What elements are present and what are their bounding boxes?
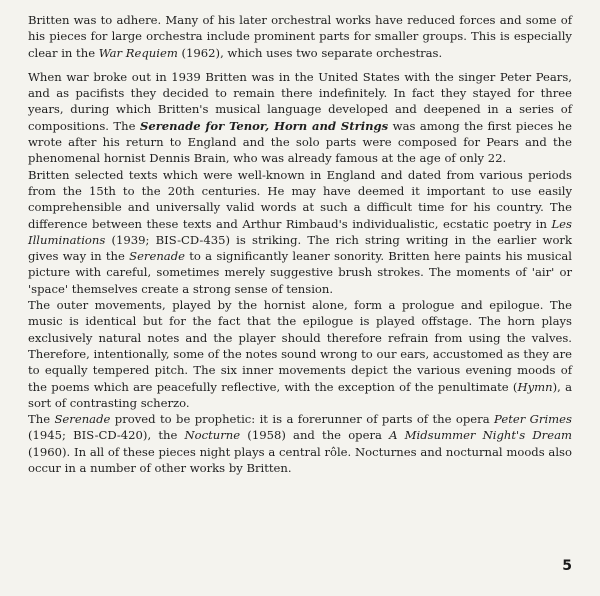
work-title: Serenade bbox=[54, 412, 111, 427]
work-title: Les Illuminations bbox=[28, 216, 572, 247]
paragraph-text: proved to be prophetic: it is a forerunner of parts of the opera bbox=[110, 412, 495, 427]
paragraph-text: (1960). In all of these pieces night plays a central rôle. Nocturnes and nocturnal moods also occur in a number of other works by Britten. bbox=[28, 444, 572, 476]
movement-title: Hymn bbox=[517, 379, 553, 394]
paragraph-text: When war broke out in 1939 Britten was in the United States with the singer Peter Pears, and as pacifists they decided to remain there indefinitely. In fact they stayed for three years, during which Britten's musical language developed and deepened in a series of compositions. The bbox=[28, 69, 572, 133]
paragraph bbox=[28, 167, 572, 297]
paragraph-text: was among the first pieces he wrote after his return to England and the solo parts were composed for Pears and the phenomenal hornist Dennis Brain, who was already famous at the age of only 22. bbox=[28, 118, 572, 166]
paragraph-text: The bbox=[28, 412, 55, 427]
paragraph-text: to a significantly leaner sonority. Britten here paints his musical picture with careful, sometimes merely suggestive brush strokes. The moments of 'air' or 'space' themselves create a strong sense of tension. bbox=[28, 249, 572, 296]
paragraph-text: (1958) and the opera bbox=[240, 428, 390, 443]
paragraph bbox=[28, 411, 572, 476]
work-title: Nocturne bbox=[184, 428, 241, 443]
page-number: 5 bbox=[562, 558, 572, 574]
work-title: War Requiem bbox=[98, 45, 178, 60]
paragraph-text: (1962), which uses two separate orchestras. bbox=[177, 45, 443, 60]
paragraph-text: ), a sort of contrasting scherzo. bbox=[28, 379, 572, 410]
paragraph bbox=[28, 12, 572, 61]
paragraph bbox=[28, 297, 572, 411]
paragraph-text: Britten was to adhere. Many of his later orchestral works have reduced forces and some of his pieces for large orchestra include prominent parts for smaller groups. This is especially clear in the bbox=[28, 13, 572, 60]
paragraph bbox=[28, 69, 572, 167]
paragraph-text: Britten selected texts which were well-known in England and dated from various periods from the 15th to the 20th centuries. He may have deemed it important to use easily comprehensible and universally valid words at such a difficult time for his country. The difference between these texts and Arthur Rimbaud's individualistic, ecstatic poetry in bbox=[28, 167, 572, 231]
work-title: Serenade for Tenor, Horn and Strings bbox=[139, 118, 389, 133]
paragraph-text: The outer movements, played by the hornist alone, form a prologue and epilogue. The music is identical but for the fact that the epilogue is played offstage. The horn plays exclusively natural notes and the player should therefore refrain from using the valves. Therefore, intentionally, some of the notes sound wrong to our ears, accustomed as they are to equally tempered pitch. The six inner movements depict the various evening moods of the poems which are peacefully reflective, with the exception of the penultimate ( bbox=[28, 298, 572, 394]
work-title: Peter Grimes bbox=[494, 412, 572, 427]
work-title: A Midsummer Night's Dream bbox=[389, 428, 572, 443]
paragraph-text: (1939; BIS-CD-435) is striking. The rich string writing in the earlier work gives way in the bbox=[28, 232, 572, 264]
document-body bbox=[28, 12, 572, 476]
work-title: Serenade bbox=[129, 249, 185, 264]
paragraph-text: (1945; BIS-CD-420), the bbox=[28, 428, 185, 443]
